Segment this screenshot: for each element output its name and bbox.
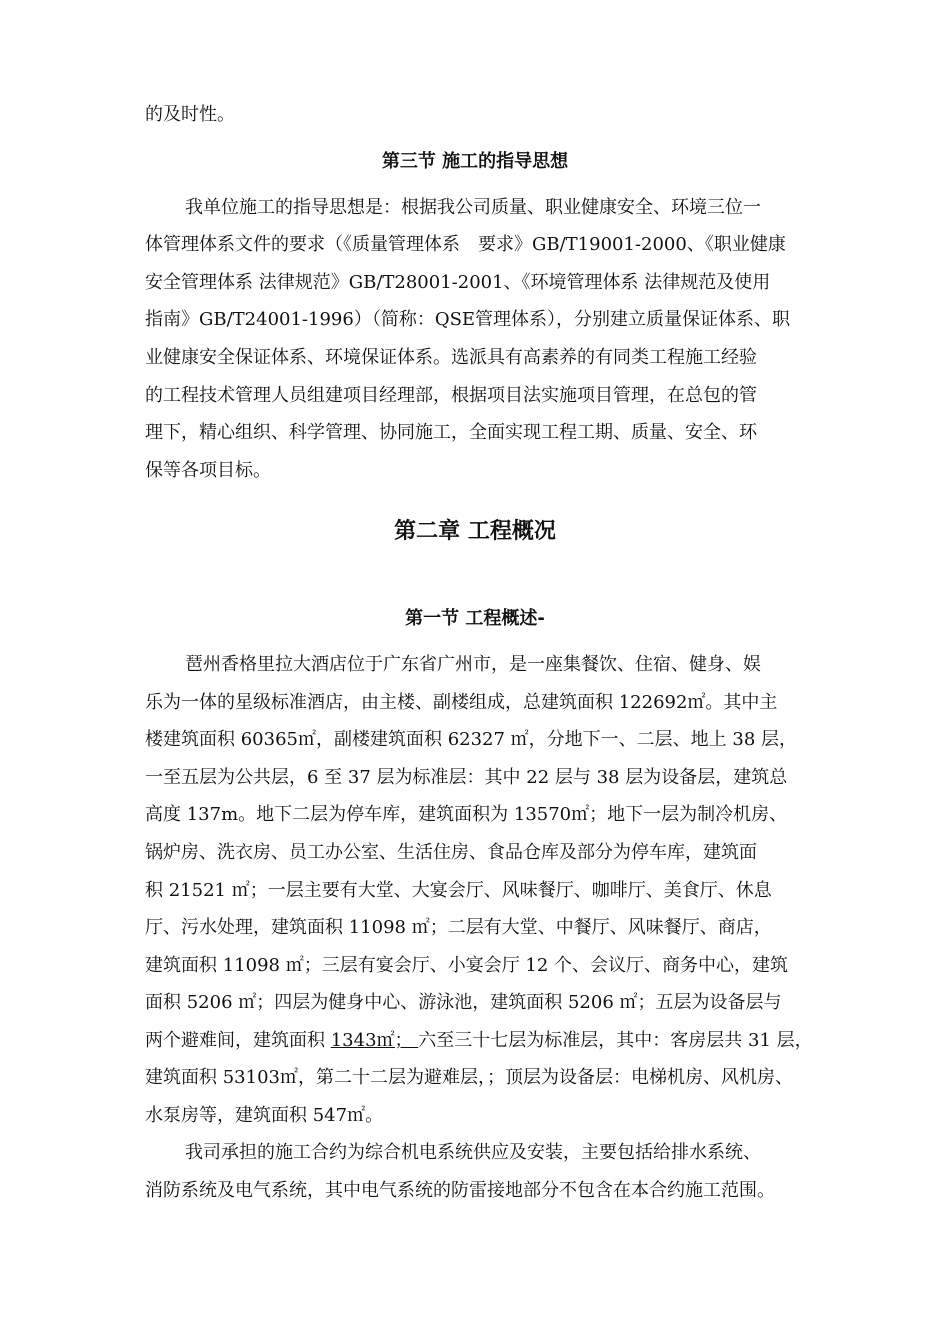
section-heading: 第一节 工程概述- <box>405 608 545 629</box>
paragraph-line: 消防系统及电气系统，其中电气系统的防雷接地部分不包含在本合约施工范围。 <box>145 1180 775 1201</box>
paragraph-line: 面积 5206 ㎡；四层为健身中心、游泳池，建筑面积 5206 ㎡；五层为设备层与 <box>145 992 782 1013</box>
paragraph-line: 高度 137m。地下二层为停车库，建筑面积为 13570㎡；地下一层为制冷机房、 <box>145 804 788 825</box>
paragraph-line: 保等各项目标。 <box>145 460 271 481</box>
underlined-text: 1343㎡； <box>330 1030 419 1051</box>
paragraph-line: 建筑面积 11098 ㎡；三层有宴会厅、小宴会厅 12 个、会议厅、商务中心，建筑 <box>145 955 789 976</box>
text-segment: 两个避难间，建筑面积 <box>145 1030 331 1051</box>
text-line: 的及时性。 <box>145 104 235 125</box>
paragraph-line <box>145 1029 813 1053</box>
paragraph-line: 我司承担的施工合约为综合机电系统供应及安装，主要包括给排水系统、 <box>185 1142 761 1163</box>
paragraph-line: 我单位施工的指导思想是：根据我公司质量、职业健康安全、环境三位一 <box>185 197 761 218</box>
paragraph-line: 体管理体系文件的要求（《质量管理体系 要求》GB/T19001-2000、《职业健康 <box>145 234 786 255</box>
section-heading: 第三节 施工的指导思想 <box>381 151 569 172</box>
paragraph-line: 理下，精心组织、科学管理、协同施工，全面实现工程工期、质量、安全、环 <box>145 422 757 443</box>
chapter-heading: 第二章 工程概况 <box>394 519 556 544</box>
paragraph-line: 建筑面积 53103㎡，第二十二层为避难层，；顶层为设备层：电梯机房、风机房、 <box>145 1067 793 1088</box>
text-segment: 六至三十七层为标准层，其中：客房层共 31 层， <box>418 1030 813 1051</box>
paragraph-line: 安全管理体系 法律规范》GB/T28001-2001、《环境管理体系 法律规范及使用 <box>145 272 771 293</box>
paragraph-line: 厅、污水处理，建筑面积 11098 ㎡；二层有大堂、中餐厅、风味餐厅、商店， <box>145 917 772 938</box>
paragraph-line: 乐为一体的星级标准酒店，由主楼、副楼组成，总建筑面积 122692㎡。其中主 <box>145 692 778 713</box>
paragraph-line: 楼建筑面积 60365㎡，副楼建筑面积 62327 ㎡，分地下一、二层、地上 38 层， <box>145 729 798 750</box>
paragraph-line: 一至五层为公共层，6 至 37 层为标准层：其中 22 层与 38 层为设备层，建筑总 <box>145 767 788 788</box>
paragraph-line: 水泵房等，建筑面积 547㎡。 <box>145 1105 384 1126</box>
paragraph-line: 的工程技术管理人员组建项目经理部，根据项目法实施项目管理，在总包的管 <box>145 385 757 406</box>
paragraph-line: 锅炉房、洗衣房、员工办公室、生活住房、食品仓库及部分为停车库，建筑面 <box>145 842 757 863</box>
paragraph-line: 指南》GB/T24001-1996）（简称：QSE管理体系），分别建立质量保证体系、职 <box>145 309 791 330</box>
paragraph-line: 琶州香格里拉大酒店位于广东省广州市，是一座集餐饮、住宿、健身、娱 <box>185 654 761 675</box>
paragraph-line: 业健康安全保证体系、环境保证体系。选派具有高素养的有同类工程施工经验 <box>145 347 757 368</box>
paragraph-line: 积 21521 ㎡；一层主要有大堂、大宴会厅、风味餐厅、咖啡厅、美食厅、休息 <box>145 880 772 901</box>
